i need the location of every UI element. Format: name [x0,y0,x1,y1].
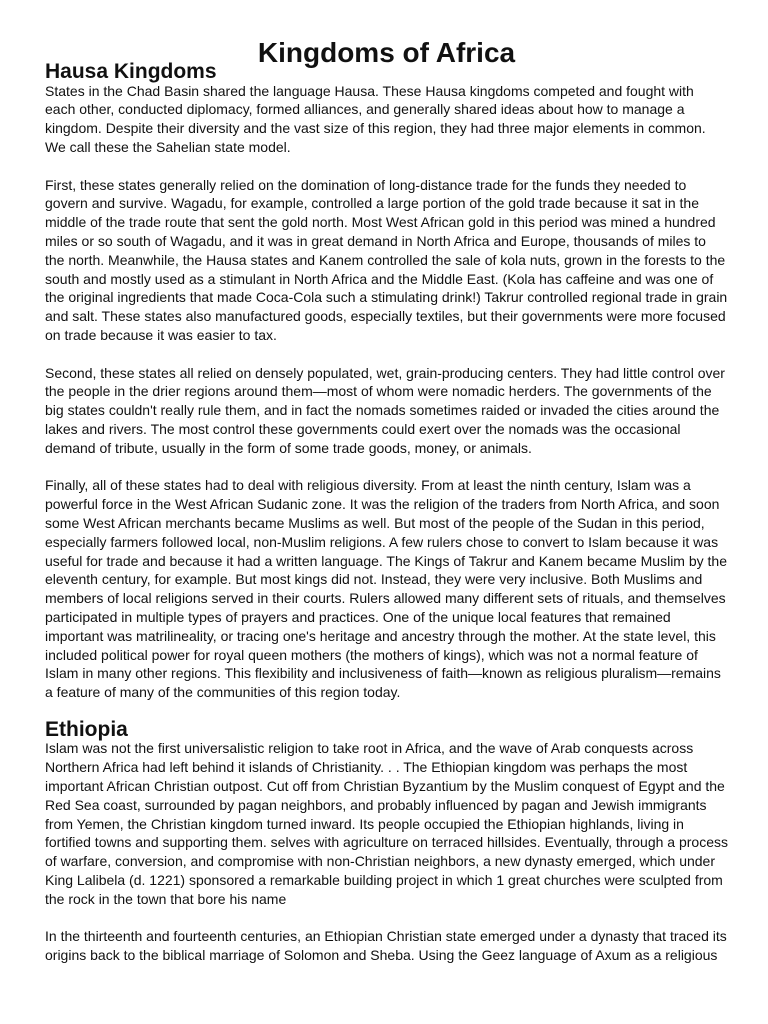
document-title: Kingdoms of Africa [257,37,516,68]
paragraph: States in the Chad Basin shared the language Hausa. These Hausa kingdoms competed and fought with each other, conducted diplomacy, formed alliances, and generally shared ideas about how to manage a kingdom. Despite their diversity and the vast size of this region, they had three major elements in common. We call these the Sahelian state model. [45,82,706,155]
section-heading-hausa-kingdoms: Hausa Kingdoms [45,59,217,83]
paragraph: First, these states generally relied on the domination of long-distance trade for the funds they needed to govern and survive. Wagadu, for example, controlled a large portion of the gold trade because it sat in the middle of the trade route that sent the gold north. Most West African gold in this period was mined a hundred miles or so south of Wagadu, and it was in great demand in North Africa and Europe, thousands of miles to the north. Meanwhile, the Hausa states and Kanem controlled the sale of kola nuts, grown in the forests to the south and mostly used as a stimulant in North Africa and the Middle East. (Kola has caffeine and was one of the original ingredients that made Coca-Cola such a stimulating drink!) Takrur controlled regional trade in grain and salt. These states also manufactured goods, especially textiles, but their governments were more focused on trade because it was easier to tax. [45,176,728,343]
document-page [45,37,728,965]
paragraph: In the thirteenth and fourteenth centuries, an Ethiopian Christian state emerged under a dynasty that traced its origins back to the biblical marriage of Solomon and Sheba. Using the Geez language of Axum as a religious [45,928,727,964]
paragraph: Islam was not the first universalistic religion to take root in Africa, and the wave of Arab conquests across Northern Africa had left behind it islands of Christianity. . . The Ethiopian kingdom was perhaps the most important African Christian outpost. Cut off from Christian Byzantium by the Muslim conquest of Egypt and the Red Sea coast, surrounded by pagan neighbors, and probably influenced by pagan and Jewish immigrants from Yemen, the Christian kingdom turned inward. Its people occupied the Ethiopian highlands, living in fortified towns and supporting them. selves with agriculture on terraced hillsides. Eventually, through a process of warfare, conversion, and compromise with non-Christian neighbors, a new dynasty emerged, which under King Lalibela (d. 1221) sponsored a remarkable building project in which 1 great churches were sculpted from the rock in the town that bore his name [45,740,728,907]
section-heading-ethiopia: Ethiopia [45,717,128,741]
paragraph: Finally, all of these states had to deal with religious diversity. From at least the ninth century, Islam was a powerful force in the West African Sudanic zone. It was the religion of the traders from North Africa, and soon some West African merchants became Muslims as well. But most of the people of the Sudan in this period, especially farmers followed local, non-Muslim religions. A few rulers chose to convert to Islam because it was useful for trade and because it had a written language. The Kings of Takrur and Kanem became Muslim by the eleventh century, for example. But most kings did not. Instead, they were very inclusive. Both Muslims and members of local religions served in their courts. Rulers allowed many different sets of rituals, and themselves participated in multiple types of prayers and practices. One of the unique local features that remained important was matrilineality, or tracing one's heritage and ancestry through the mother. At the state level, this included political power for royal queen mothers (the mothers of kings), which was not a normal feature of Islam in many other regions. This flexibility and inclusiveness of faith—known as religious pluralism—remains a feature of many of the communities of this region today. [45,477,727,701]
paragraph: Second, these states all relied on densely populated, wet, grain-producing centers. They had little control over the people in the drier regions around them—most of whom were nomadic herders. The governments of the big states couldn't really rule them, and in fact the nomads sometimes raided or invaded the cities around the lakes and rivers. The most control these governments could exert over the nomads was the occasional demand of tribute, usually in the form of some trade goods, money, or animals. [45,364,725,456]
